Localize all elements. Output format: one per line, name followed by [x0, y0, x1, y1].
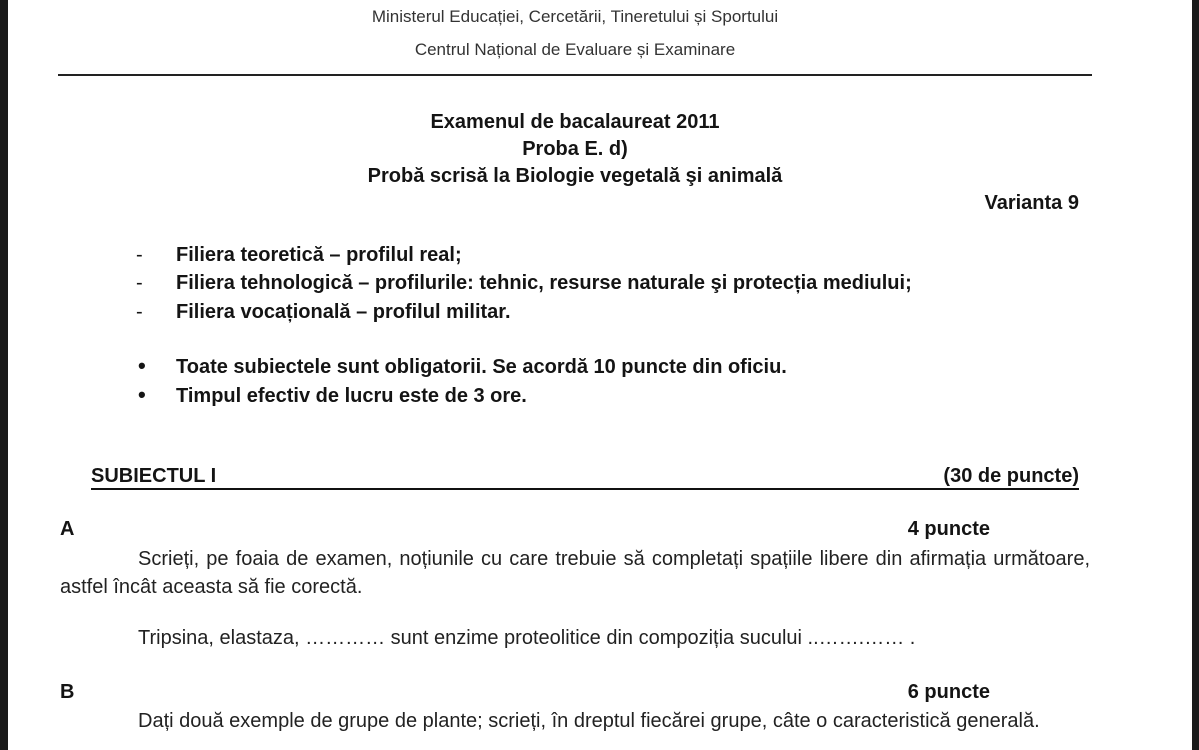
dash-marker: - [136, 301, 143, 323]
rule-item [138, 353, 787, 379]
section-b-instruction: Dați două exemple de grupe de plante; scrieți, în dreptul fiecărei grupe, câte o caracteristică generală. [138, 710, 1040, 732]
section-b-points: 6 puncte [907, 681, 990, 703]
rule-text: Toate subiectele sunt obligatorii. Se acordă 10 puncte din oficiu. [176, 356, 787, 378]
variant-label: Varianta 9 [984, 192, 1079, 214]
profile-text: Filiera vocațională – profilul militar. [176, 301, 511, 323]
subject-points: (30 de puncte) [943, 465, 1079, 487]
section-b-letter: B [60, 681, 75, 703]
exam-title: Examenul de bacalaureat 2011 [430, 111, 720, 133]
ministry-header: Ministerul Educației, Cercetării, Tineretului și Sportului [371, 7, 779, 26]
profile-item [136, 272, 912, 295]
bullet-icon: • [138, 353, 146, 378]
scan-border-right [1192, 0, 1199, 750]
section-a-letter: A [60, 518, 75, 540]
profile-item [136, 301, 511, 324]
subject-underline [91, 488, 1079, 490]
rule-item [138, 382, 527, 408]
section-a-text [60, 545, 1090, 601]
header-divider [58, 74, 1092, 76]
profile-item [136, 244, 462, 267]
dash-marker: - [136, 272, 143, 294]
section-b-text [60, 707, 1090, 735]
exam-subject: Probă scrisă la Biologie vegetală şi animală [367, 165, 783, 187]
rule-text: Timpul efectiv de lucru este de 3 ore. [176, 385, 527, 407]
dash-marker: - [136, 244, 143, 266]
section-a-points: 4 puncte [907, 518, 990, 540]
subject-label: SUBIECTUL I [91, 465, 217, 487]
exam-test: Proba E. d) [522, 138, 628, 160]
center-header: Centrul Național de Evaluare și Examinare [414, 40, 736, 59]
bullet-icon: • [138, 382, 146, 407]
profile-text: Filiera tehnologică – profilurile: tehnic, resurse naturale şi protecția mediului; [176, 272, 912, 294]
section-a-instruction: Scrieți, pe foaia de examen, noțiunile cu care trebuie să completați spațiile libere din afirmația următoare, astfel încât aceasta să fie corectă. [60, 548, 1090, 598]
section-a-example: Tripsina, elastaza, ………… sunt enzime proteolitice din compoziția sucului ..…….…… . [138, 627, 916, 649]
profile-text: Filiera teoretică – profilul real; [176, 244, 462, 266]
